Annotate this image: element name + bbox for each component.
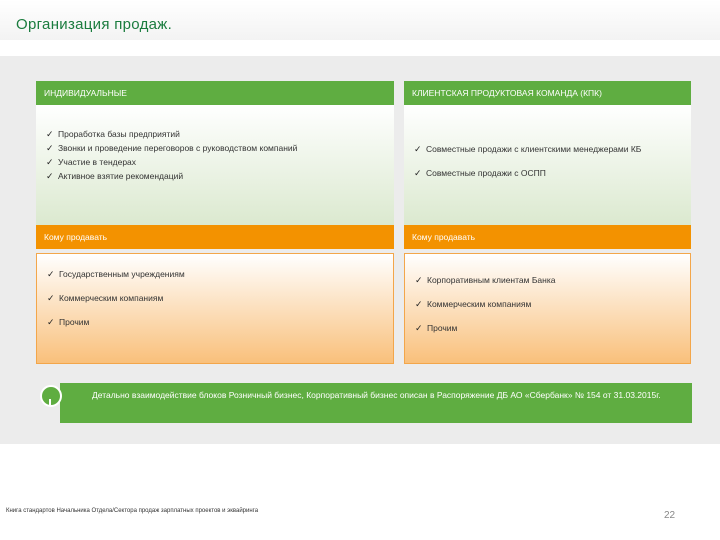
left-items-box — [36, 105, 394, 225]
right-whom-header — [404, 225, 691, 249]
footer-text: Книга стандартов Начальника Отдела/Сектора продаж зарплатных проектов и эквайринга — [6, 508, 259, 514]
right-items-list — [412, 143, 641, 179]
list-item: ✓ Звонки и проведение переговоров с руководством компаний — [44, 141, 297, 155]
left-whom-box — [36, 253, 394, 364]
list-item: ✓ Участие в тендерах — [44, 155, 297, 169]
list-item: ✓ Совместные продажи с ОСПП — [412, 167, 641, 179]
left-whom-list — [45, 268, 185, 328]
list-item: ✓ Государственным учреждениям — [45, 268, 185, 280]
right-header — [404, 81, 691, 105]
list-item: ✓ Совместные продажи с клиентскими менеджерами КБ — [412, 143, 641, 155]
right-items-box — [404, 105, 691, 225]
list-item: ✓ Активное взятие рекомендаций — [44, 169, 297, 183]
list-item: ✓ Проработка базы предприятий — [44, 127, 297, 141]
list-item: ✓ Коммерческим компаниям — [45, 292, 185, 304]
note-box — [60, 383, 692, 423]
left-items-list — [44, 127, 297, 183]
left-header-label: ИНДИВИДУАЛЬНЫЕ — [44, 88, 127, 98]
slide-title: Организация продаж. — [16, 16, 173, 33]
info-icon-mark — [49, 399, 51, 405]
info-icon — [40, 385, 62, 407]
left-header — [36, 81, 394, 105]
right-header-label: КЛИЕНТСКАЯ ПРОДУКТОВАЯ КОМАНДА (КПК) — [412, 88, 602, 98]
page-number: 22 — [664, 510, 676, 521]
list-item: ✓ Прочим — [45, 316, 185, 328]
right-whom-header-label: Кому продавать — [412, 232, 476, 242]
list-item: ✓ Коммерческим компаниям — [413, 298, 555, 310]
list-item: ✓ Прочим — [413, 322, 555, 334]
note-text: Детально взаимодействие блоков Розничный бизнес, Корпоративный бизнес описан в Распоряжение ДБ АО «Сбербанк» № 154 от 31.03.2015г. — [92, 390, 661, 400]
right-whom-box — [404, 253, 691, 364]
right-whom-list — [413, 274, 555, 334]
left-whom-header — [36, 225, 394, 249]
title-bar — [0, 0, 720, 40]
left-whom-header-label: Кому продавать — [44, 232, 108, 242]
list-item: ✓ Корпоративным клиентам Банка — [413, 274, 555, 286]
